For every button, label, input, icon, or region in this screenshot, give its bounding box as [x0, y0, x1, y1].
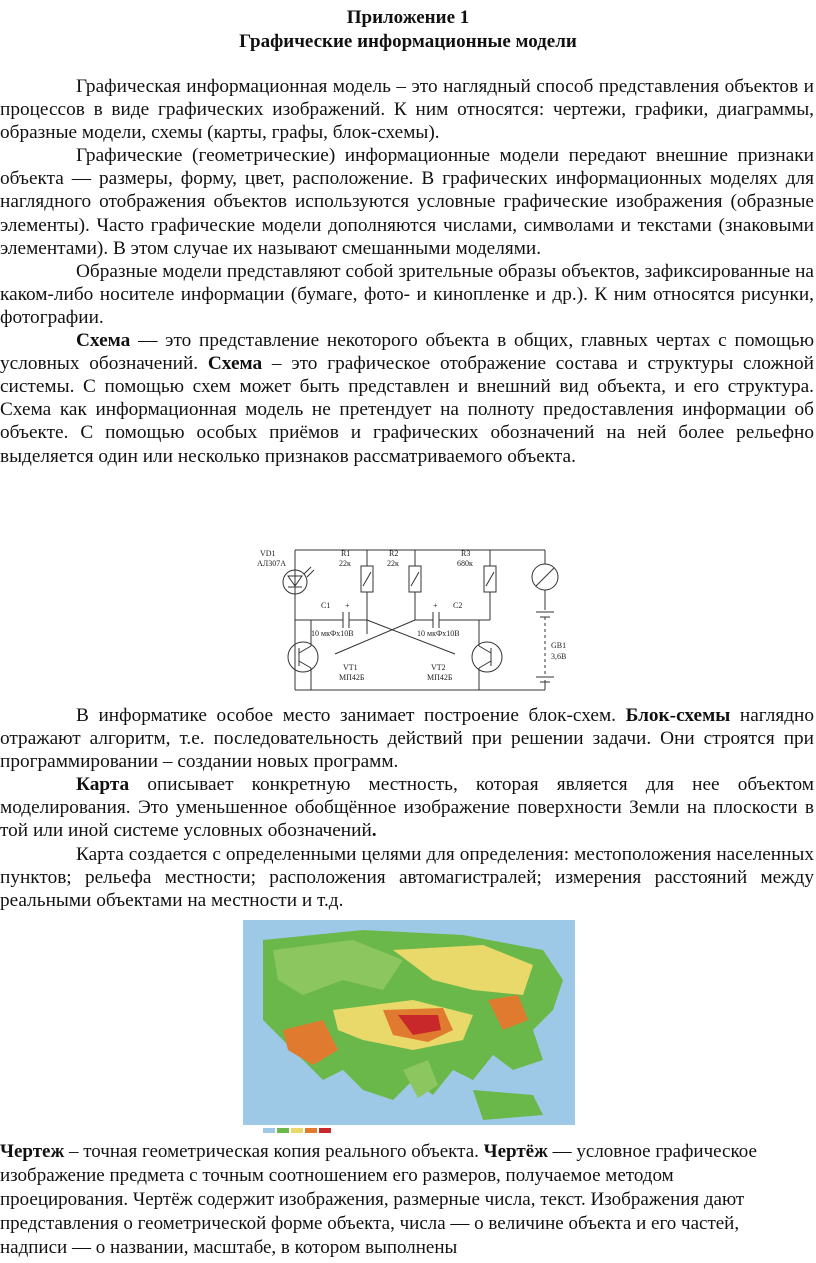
label-vt1-type: МП42Б	[339, 673, 365, 682]
label-c1-value: 10 мкФх10В	[311, 629, 354, 638]
label-r3-value: 680к	[457, 559, 473, 568]
paragraph-geometric-models: Графические (геометрические) информационные модели передают внешние признаки объекта — размеры, форму, цвет, расположение. В графических информационных моделях для наглядного отображения объектов используются условные графические изображения (образные элементы). Часто графические модели дополняются числами, символами и текстами (знаковыми элементами). В этом случае их называют смешанными моделями.	[0, 145, 814, 259]
section-flowcharts-maps	[0, 704, 814, 912]
label-c2-plus: +	[433, 601, 438, 610]
label-c2: C2	[453, 601, 463, 610]
label-r1-value: 22к	[339, 559, 351, 568]
term-map: Карта	[76, 774, 130, 796]
asia-physical-map	[243, 920, 575, 1140]
label-c1-plus: +	[345, 601, 350, 610]
paragraph-scheme: Схема — это представление некоторого объекта в общих, главных чертах с помощью условных обозначений. Схема – это графическое отображение состава и структуры сложной системы. С помощью схем может быть представлен и внешний вид объекта, и его структура. Схема как информационная модель не претендует на полноту предоставления информации об объекте. С помощью особых приёмов и графических обозначений на ней более рельефно выделяется один или несколько признаков рассматриваемого объекта.	[0, 330, 814, 467]
label-vd1-type: АЛ307А	[257, 559, 286, 568]
appendix-label: Приложение 1	[346, 7, 470, 28]
term-scheme: Схема	[76, 330, 131, 352]
label-vt2-type: МП42Б	[427, 673, 453, 682]
paragraph-image-models: Образные модели представляют собой зрительные образы объектов, зафиксированные на каком-либо носителе информации (бумаге, фото- и кинопленке и др.). К ним относятся рисунки, фотографии.	[0, 260, 814, 328]
paragraph-flowchart: В информатике особое место занимает построение блок-схем. Блок-схемы наглядно отражают алгоритм, т.е. последовательность действий при решении задачи. Они строятся при программировании – создании новых программ.	[0, 705, 814, 773]
label-gb1: GB1	[551, 641, 567, 650]
label-gb1-value: 3,6В	[551, 652, 567, 661]
paragraph-definition: Графическая информационная модель – это наглядный способ представления объектов и процессов в виде графических изображений. К ним относятся: чертежи, графики, диаграммы, образные модели, схемы (карты, графы, блок-схемы).	[0, 76, 814, 144]
term-drawing-2: Чертёж	[483, 1141, 548, 1162]
label-r1: R1	[341, 549, 351, 558]
paragraph-map-purpose: Карта создается с определенными целями для определения: местоположения населенных пунктов; рельефа местности; расположения автомагистралей; измерения расстояний между реальными объектами на местности и т.д.	[0, 843, 814, 911]
label-c2-value: 10 мкФх10В	[417, 629, 460, 638]
paragraph-drawing: Чертеж – точная геометрическая копия реального объекта. Чертёж — условное графическое изображение предмета с точным соотношением его размеров, получаемое методом проецирования. Чертёж содержит изображения, размерные числа, текст. Изображения дают представления о геометрической форме объекта, числа — о величине объекта и его частей, надписи — о названии, масштабе, в котором выполнены	[0, 1141, 757, 1258]
section-drawing	[0, 1140, 780, 1260]
label-vt2: VT2	[431, 663, 446, 672]
label-c1: C1	[321, 601, 331, 610]
label-r2: R2	[389, 549, 399, 558]
label-vd1: VD1	[260, 549, 276, 558]
section-intro	[0, 75, 814, 468]
term-drawing: Чертеж	[0, 1141, 65, 1162]
label-r2-value: 22к	[387, 559, 399, 568]
term-flowchart: Блок-схемы	[625, 705, 731, 726]
paragraph-map: Карта описывает конкретную местность, которая является для нее объектом моделирования. Это уменьшенное обобщённое изображение поверхности Земли на плоскости в той или иной системе условных обозначений.	[0, 774, 814, 842]
page-title: Графические информационные модели	[239, 31, 577, 52]
circuit-diagram	[255, 542, 575, 694]
label-vt1: VT1	[343, 663, 358, 672]
term-scheme-2: Схема	[207, 353, 263, 375]
label-r3: R3	[461, 549, 471, 558]
